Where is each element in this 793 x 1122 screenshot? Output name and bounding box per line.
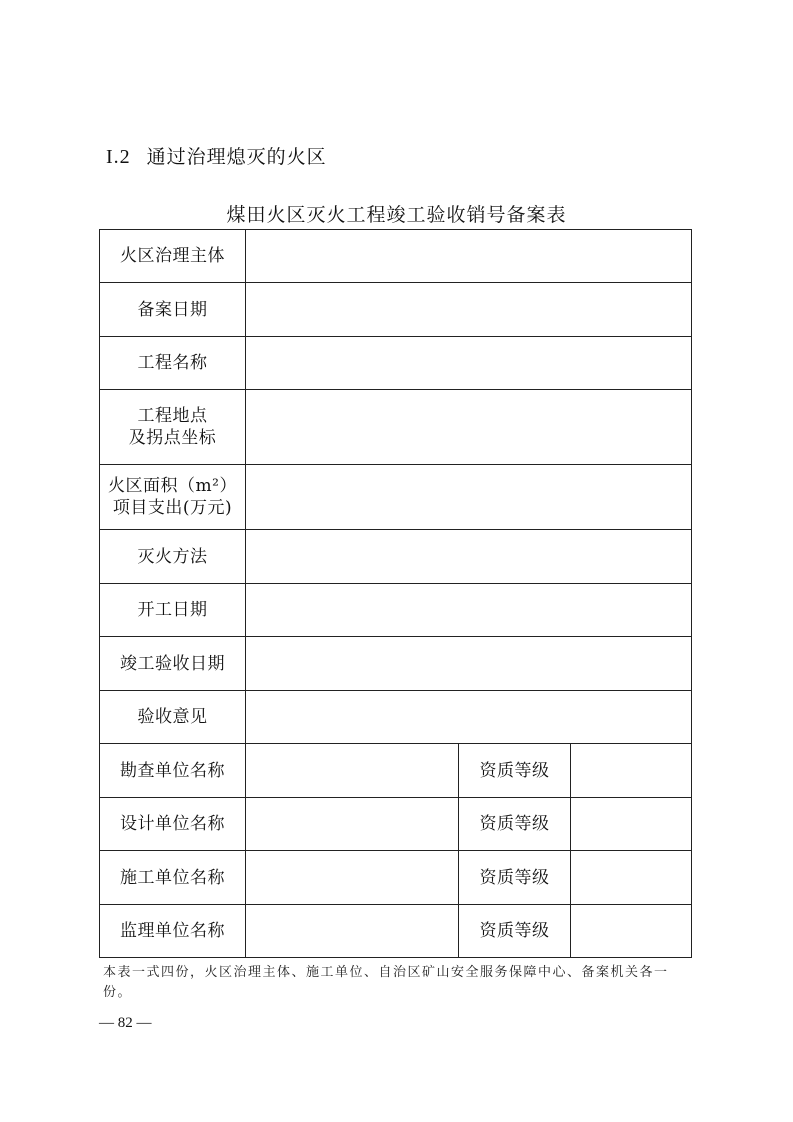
section-number: I.2: [106, 146, 131, 168]
field-value-cell[interactable]: [246, 637, 692, 691]
qualification-value-cell[interactable]: [571, 905, 692, 958]
field-label: 验收意见: [100, 691, 246, 744]
page-number: — 82 —: [99, 1015, 152, 1031]
field-label-line: 项目支出(万元): [112, 498, 233, 518]
field-label-line: 火区面积（m²）: [108, 476, 237, 496]
section-title: 通过治理熄灭的火区: [146, 146, 327, 168]
field-label: [100, 390, 246, 465]
footnote: 本表一式四份，火区治理主体、施工单位、自治区矿山安全服务保障中心、备案机关各一份。: [103, 965, 669, 1000]
qualification-value-cell[interactable]: [571, 744, 692, 798]
table-row: [100, 530, 692, 584]
field-value-cell[interactable]: [246, 465, 692, 530]
qualification-label: 资质等级: [459, 744, 571, 798]
field-value-cell[interactable]: [246, 691, 692, 744]
unit-label: 勘查单位名称: [100, 744, 246, 798]
field-label-line: 工程地点: [137, 406, 208, 426]
section-heading: [106, 142, 327, 169]
field-label: 开工日期: [100, 584, 246, 637]
unit-label: 监理单位名称: [100, 905, 246, 958]
field-label: [100, 465, 246, 530]
field-value-cell[interactable]: [246, 283, 692, 337]
table-row: [100, 744, 692, 798]
filing-record-table: [99, 229, 692, 958]
table-row: [100, 905, 692, 958]
qualification-label: 资质等级: [459, 851, 571, 905]
field-label: 备案日期: [100, 283, 246, 337]
field-label: 竣工验收日期: [100, 637, 246, 691]
table-row: [100, 230, 692, 283]
table-row: [100, 691, 692, 744]
table-row: [100, 584, 692, 637]
table-row: [100, 390, 692, 465]
form-title: 煤田火区灭火工程竣工验收销号备案表: [226, 204, 567, 226]
unit-value-cell[interactable]: [246, 905, 459, 958]
table-row: [100, 465, 692, 530]
field-value-cell[interactable]: [246, 530, 692, 584]
qualification-label: 资质等级: [459, 798, 571, 851]
table-row: [100, 283, 692, 337]
field-label-line: 及拐点坐标: [128, 428, 217, 448]
unit-value-cell[interactable]: [246, 851, 459, 905]
field-label: 火区治理主体: [100, 230, 246, 283]
field-value-cell[interactable]: [246, 337, 692, 390]
qualification-value-cell[interactable]: [571, 798, 692, 851]
qualification-value-cell[interactable]: [571, 851, 692, 905]
unit-value-cell[interactable]: [246, 798, 459, 851]
unit-label: 施工单位名称: [100, 851, 246, 905]
table-row: [100, 337, 692, 390]
field-value-cell[interactable]: [246, 390, 692, 465]
field-value-cell[interactable]: [246, 230, 692, 283]
unit-value-cell[interactable]: [246, 744, 459, 798]
field-label: 工程名称: [100, 337, 246, 390]
field-label: 灭火方法: [100, 530, 246, 584]
qualification-label: 资质等级: [459, 905, 571, 958]
table-row: [100, 637, 692, 691]
table-row: [100, 851, 692, 905]
unit-label: 设计单位名称: [100, 798, 246, 851]
field-value-cell[interactable]: [246, 584, 692, 637]
table-row: [100, 798, 692, 851]
